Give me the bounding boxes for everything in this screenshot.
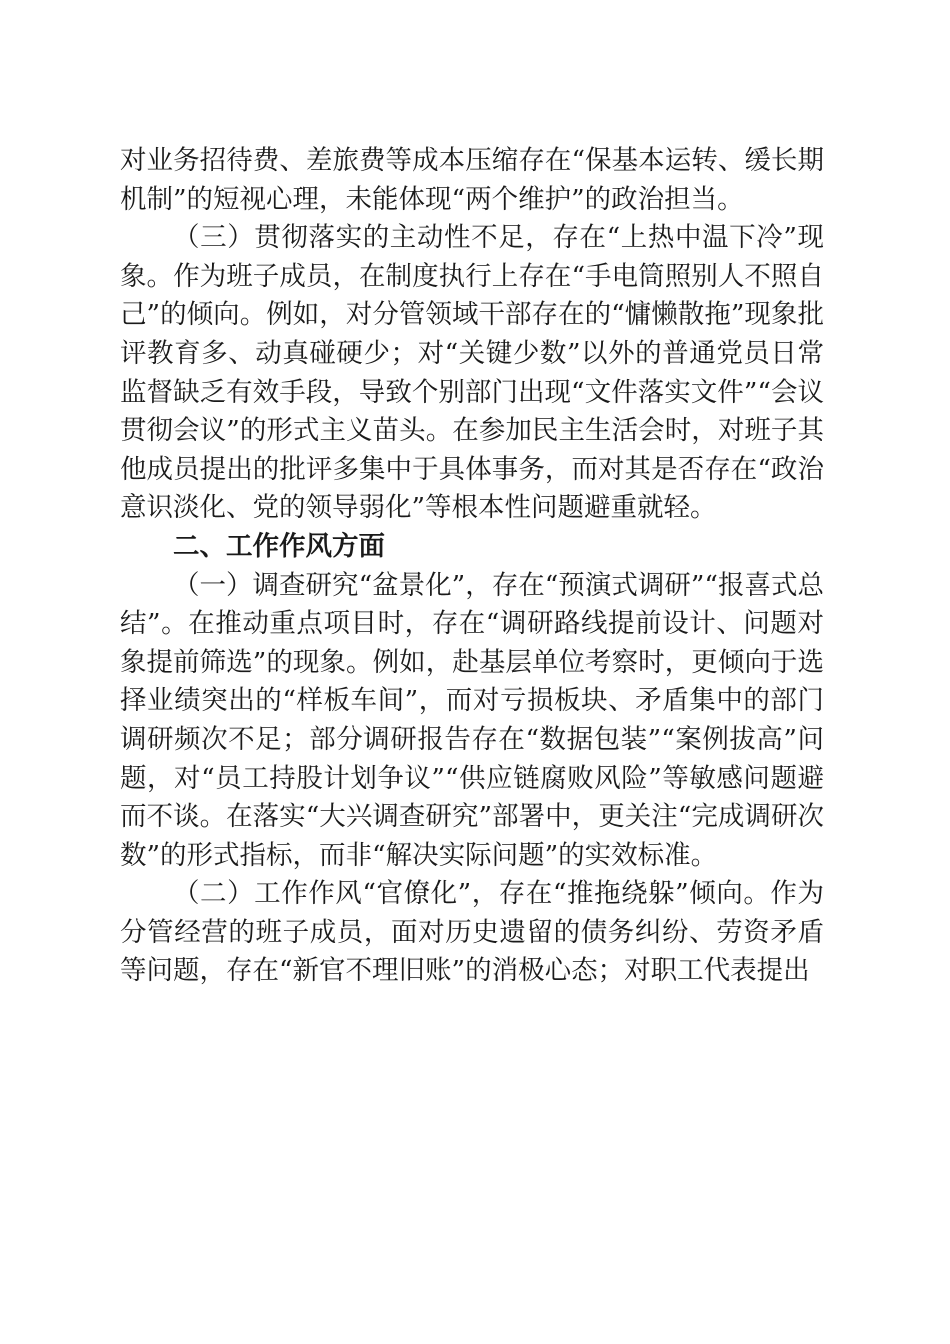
section-heading-work-style: 二、工作作风方面 bbox=[173, 530, 385, 562]
document-body bbox=[120, 142, 824, 991]
paragraph-continued: 对业务招待费、差旅费等成本压缩存在“保基本运转、缓长期机制”的短视心理，未能体现“两个维护”的政治担当。 bbox=[120, 145, 824, 215]
paragraph-subsection-1: （一）调查研究“盆景化”，存在“预演式调研”“报喜式总结”。在推动重点项目时，存在“调研路线提前设计、问题对象提前筛选”的现象。例如，赴基层单位考察时，更倾向于选择业绩突出的“样板车间”，而对亏损板块、矛盾集中的部门调研频次不足；部分调研报告存在“数据包装”“案例拔高”问题，对“员工持股计划争议”“供应链腐败风险”等敏感问题避而不谈。在落实“大兴调查研究”部署中，更关注“完成调研次数”的形式指标，而非“解决实际问题”的实效标准。 bbox=[120, 569, 824, 871]
paragraph-section-3: （三）贯彻落实的主动性不足，存在“上热中温下冷”现象。作为班子成员，在制度执行上存在“手电筒照别人不照自己”的倾向。例如，对分管领域干部存在的“慵懒散拖”现象批评教育多、动真碰硬少；对“关键少数”以外的普通党员日常监督缺乏有效手段，导致个别部门出现“文件落实文件”“会议贯彻会议”的形式主义苗头。在参加民主生活会时，对班子其他成员提出的批评多集中于具体事务，而对其是否存在“政治意识淡化、党的领导弱化”等根本性问题避重就轻。 bbox=[120, 222, 824, 524]
paragraph-subsection-2: （二）工作作风“官僚化”，存在“推拖绕躲”倾向。作为分管经营的班子成员，面对历史遗留的债务纠纷、劳资矛盾等问题，存在“新官不理旧账”的消极心态；对职工代表提出 bbox=[120, 878, 824, 987]
